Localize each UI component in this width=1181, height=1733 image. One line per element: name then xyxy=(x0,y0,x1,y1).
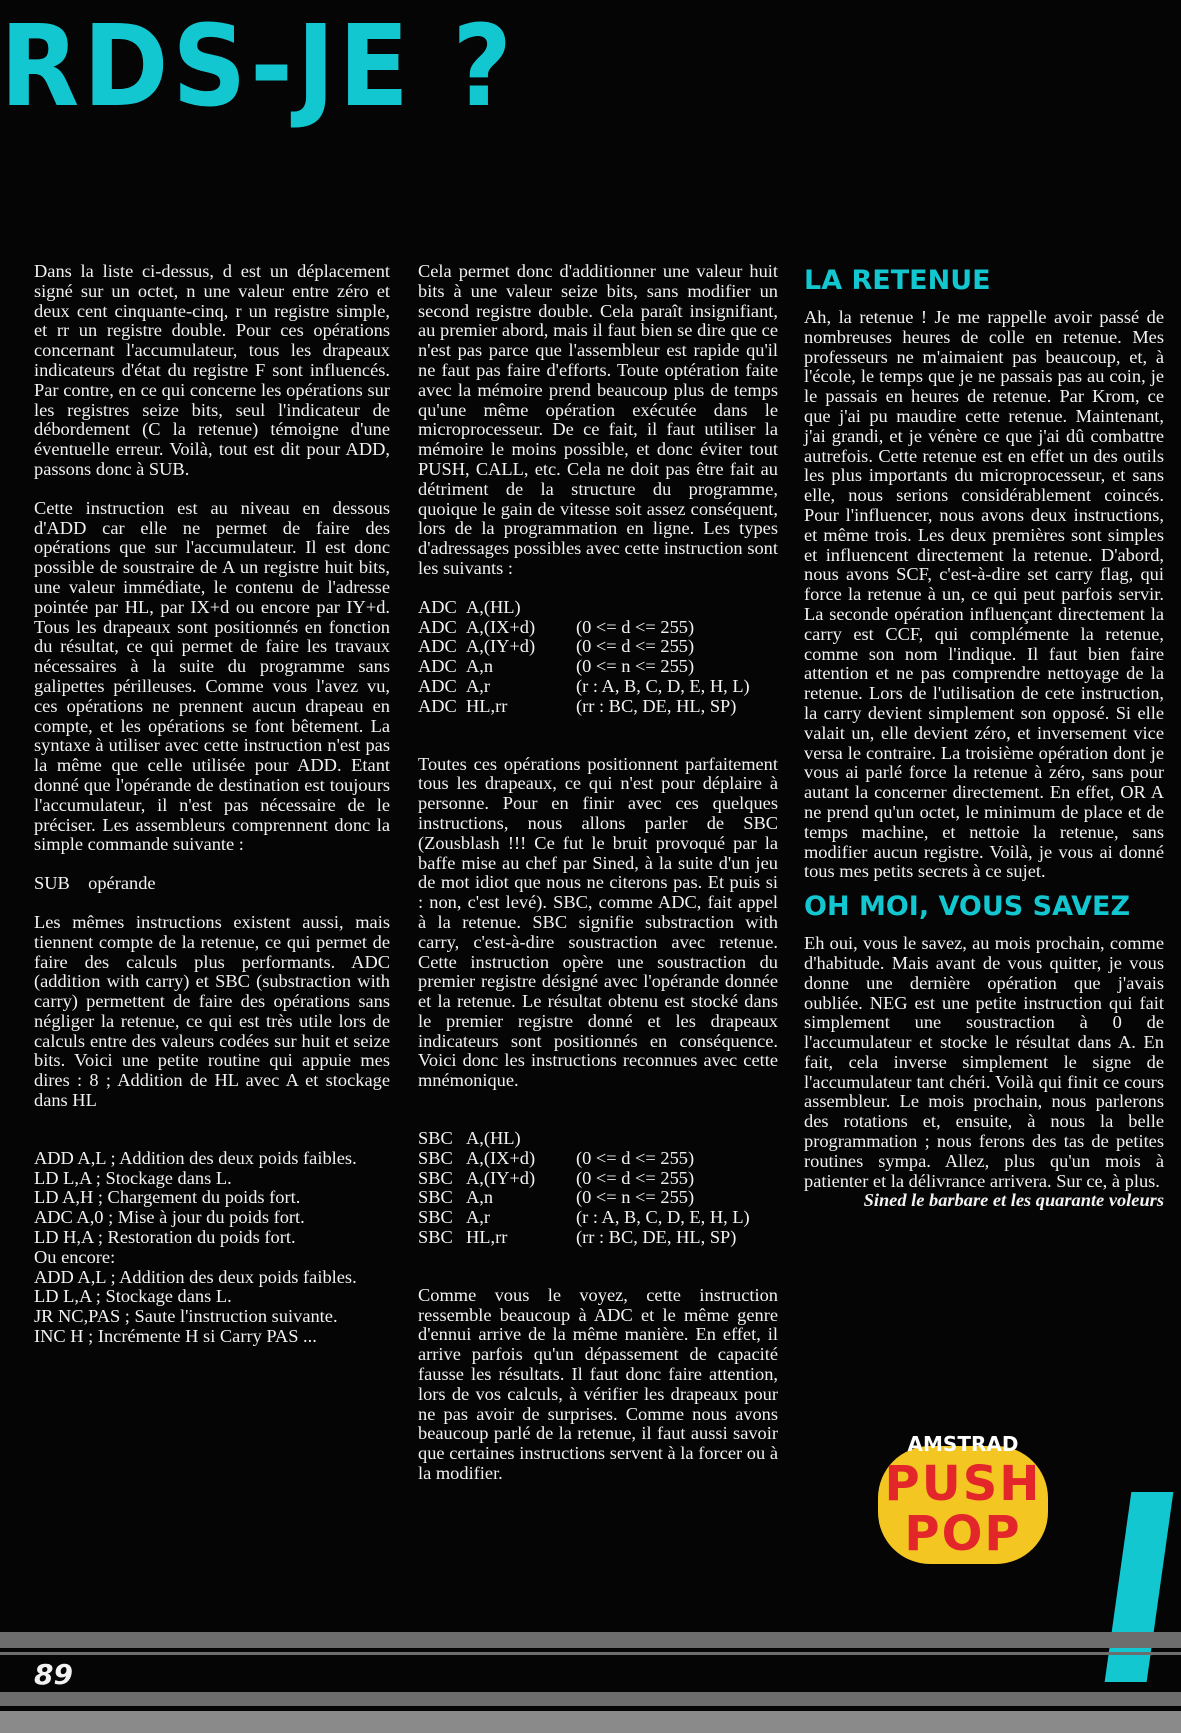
asm-note: (r : A, B, C, D, E, H, L) xyxy=(576,675,750,696)
asm-op: SBC xyxy=(418,1147,453,1168)
push-pop-logo xyxy=(878,1428,1048,1568)
asm-note: (0 <= n <= 255) xyxy=(576,656,695,677)
asm-arg: HL,rr xyxy=(466,1227,508,1248)
code-line: ADD A,L ; Addition des deux poids faibles. xyxy=(34,1266,357,1287)
code-line: ADC A,0 ; Mise à jour du poids fort. xyxy=(34,1207,305,1228)
code-listing xyxy=(34,1149,390,1347)
paragraph: Comme vous le voyez, cette instruction ressemble beaucoup à ADC et le même genre d'ennui arrive de la même manière. En effet, il arrive parfois qu'un dépassement de capacité fausse les résultats. Il faut donc faire attention, lors de vos calculs, à vérifier les drapeaux pour ne pas avoir de surprises. Comme nous avons beaucoup parlé de la retenue, il faut aussi savoir que certaines instructions servent à la forcer ou à la modifier. xyxy=(418,1284,778,1484)
asm-arg: A,(IY+d) xyxy=(466,1167,536,1188)
code-line: LD L,A ; Stockage dans L. xyxy=(34,1286,232,1307)
asm-arg: A,r xyxy=(466,1207,491,1228)
code-line: ADD A,L ; Addition des deux poids faibles. xyxy=(34,1147,357,1168)
asm-op: ADC xyxy=(418,695,457,716)
footer-stripe xyxy=(0,1711,1181,1733)
asm-row xyxy=(418,697,778,717)
section-title: OH MOI, VOUS SAVEZ xyxy=(804,891,1131,923)
asm-op: SBC xyxy=(418,1128,453,1149)
asm-arg: A,(IX+d) xyxy=(466,1147,536,1168)
logo-push-text: PUSH xyxy=(884,1456,1042,1512)
footer-stripe xyxy=(0,1692,1181,1706)
column-2 xyxy=(418,262,778,1503)
asm-row xyxy=(418,657,778,677)
asm-row xyxy=(418,1228,778,1248)
paragraph: Les mêmes instructions existent aussi, mais tiennent compte de la retenue, ce qui permet de faire des calculs plus performants. ADC (addition with carry) et SBC (substraction with carry) permettent de faire des opérations sans négliger la retenue, ce qui est très utile lors de calculs entre des valeurs codées sur huit et seize bits. Voici une petite routine qui appuie mes dires : 8 ; Addition de HL avec A et stockage dans HL xyxy=(34,911,390,1111)
asm-op: ADC xyxy=(418,656,457,677)
asm-note: (0 <= d <= 255) xyxy=(576,616,695,637)
asm-note: (0 <= d <= 255) xyxy=(576,1167,695,1188)
asm-arg: A,r xyxy=(466,675,491,696)
footer-stripe xyxy=(0,1632,1181,1648)
section-title: LA RETENUE xyxy=(804,265,991,296)
code-line: INC H ; Incrémente H si Carry PAS ... xyxy=(34,1326,317,1347)
adc-table xyxy=(418,598,778,717)
code-line: LD L,A ; Stockage dans L. xyxy=(34,1167,232,1188)
logo-amstrad-text: AMSTRAD xyxy=(907,1432,1019,1456)
paragraph: Cela permet donc d'additionner une valeur huit bits à une valeur seize bits, sans modifier un second registre double. Cela paraît insignifiant, au premier abord, mais il faut bien se dire que ce n'est pas parce que l'assembleur est rapide qu'il ne faut pas faire d'efforts. Toute optération faite avec la mémoire prend beaucoup plus de temps qu'une même opération exécutée dans le microprocesseur. De ce fait, il faut utiliser la mémoire le moins possible, et donc éviter tout PUSH, CALL, etc. Cela ne doit pas être fait au détriment de la structure du programme, quoique le gain de vitesse soit assez conséquent, lors de la programmation en ligne. Les types d'adressages possibles avec cette instruction sont les suivants : xyxy=(418,261,778,578)
headline: RDS-JE ? xyxy=(0,2,516,132)
asm-note: (rr : BC, DE, HL, SP) xyxy=(576,1227,737,1248)
asm-op: SBC xyxy=(418,1207,453,1228)
footer-stripe xyxy=(0,1652,1181,1655)
asm-op: ADC xyxy=(418,675,457,696)
asm-op: ADC xyxy=(418,636,457,657)
asm-row xyxy=(418,1188,778,1208)
asm-arg: A,n xyxy=(466,1187,494,1208)
column-1 xyxy=(34,262,390,1366)
asm-note: (r : A, B, C, D, E, H, L) xyxy=(576,1207,750,1228)
asm-row xyxy=(418,1208,778,1228)
asm-note: (0 <= d <= 255) xyxy=(576,1147,695,1168)
asm-op: ADC xyxy=(418,596,457,617)
asm-row xyxy=(418,618,778,638)
logo-pop-text: POP xyxy=(904,1506,1022,1562)
asm-arg: HL,rr xyxy=(466,695,508,716)
asm-op: SBC xyxy=(418,1187,453,1208)
asm-row xyxy=(418,637,778,657)
column-3 xyxy=(804,266,1164,1230)
asm-row xyxy=(418,598,778,618)
asm-note: (0 <= n <= 255) xyxy=(576,1187,695,1208)
author-signature: Sined le barbare et les quarante voleurs xyxy=(863,1190,1164,1211)
asm-arg: A,(HL) xyxy=(466,596,521,617)
asm-op: SBC xyxy=(418,1227,453,1248)
paragraph: Toutes ces opérations positionnent parfaitement tous les drapeaux, ce qui n'est pour déplaire à personne. Pour en finir avec ces quelques instructions, nous allons parler de SBC (Zousblash !!! Ce fut le bruit provoqué par la baffe mise au chef par Sined, à la suite d'un jeu de mot idiot que nous ne citerons pas. Et puis si : non, c'est levé). SBC, comme ADC, fait appel à la retenue. SBC signifie substraction with carry, c'est-à-dire soustraction avec retenue. Cette instruction opère une soustraction du premier registre désigné avec l'opérande donnée et la retenue. Le résultat obtenu est stocké dans le premier registre donné et les drapeaux indicateurs sont positionnés en conséquence. Voici donc les instructions reconnues avec cette mnémonique. xyxy=(418,753,778,1091)
asm-arg: A,(IY+d) xyxy=(466,636,536,657)
code-line: LD A,H ; Chargement du poids fort. xyxy=(34,1187,301,1208)
paragraph: Dans la liste ci-dessus, d est un déplacement signé sur un octet, n une valeur entre zéro et deux cent cinquante-cinq, r un registre simple, et rr un registre double. Pour ces opérations concernant l'accumulateur, tous les drapeaux indicateurs d'état du registre F sont influencés. Par contre, en ce qui concerne les opérations sur les registres seize bits, seul l'indicateur de débordement (C la retenue) témoigne d'une éventuelle erreur. Voilà, tout est dit pour ADD, passons donc à SUB. xyxy=(34,261,390,479)
asm-arg: A,(HL) xyxy=(466,1128,521,1149)
asm-arg: A,n xyxy=(466,656,494,677)
asm-op: ADC xyxy=(418,616,457,637)
code-line: Ou encore: xyxy=(34,1246,116,1267)
code-line: JR NC,PAS ; Saute l'instruction suivante. xyxy=(34,1306,338,1327)
asm-row xyxy=(418,1169,778,1189)
page-number: 89 xyxy=(34,1658,73,1691)
code-line: LD H,A ; Restoration du poids fort. xyxy=(34,1227,296,1248)
asm-row xyxy=(418,1129,778,1149)
paragraph: Cette instruction est au niveau en dessous d'ADD car elle ne permet de faire des opérations que sur l'accumulateur. Il est donc possible de soustraire de A un registre huit bits, une valeur immédiate, le contenu de l'adresse pointée par HL, par IX+d ou encore par IY+d. Tous les drapeaux sont positionnés en fonction du résultat, ce qui permet de faire les travaux nécessaires à la suite du programme sans galipettes périlleuses. Comme vous l'avez vu, ces opérations ne prennent aucun drapeau en compte, et les opérations se font bêtement. La syntaxe à utiliser avec cette instruction n'est pas la même que celle utilisée pour ADD. Etant donné que l'opérande de destination est toujours l'accumulateur, il n'est pas nécessaire de le préciser. Les assembleurs comprennent donc la simple commande suivante : xyxy=(34,497,390,855)
code-line: SUB opérande xyxy=(34,873,156,894)
asm-note: (0 <= d <= 255) xyxy=(576,636,695,657)
sbc-table xyxy=(418,1129,778,1248)
asm-row xyxy=(418,677,778,697)
asm-row xyxy=(418,1149,778,1169)
paragraph: Ah, la retenue ! Je me rappelle avoir passé de nombreuses heures de colle en retenue. Mes professeurs ne m'aimaient pas beaucoup, et, à l'école, le temps que je ne passais pas au coin, je le passais en heures de retenue. Par Krom, ce que j'ai pu maudire cette retenue. Maintenant, j'ai grandi, et je vénère ce que j'ai dû combattre autrefois. Cette retenue est en effet un des outils les plus importants du microprocesseur, et sans elle, nous serions considérablement coincés. Pour l'influencer, nous avons deux instructions, et même trois. Les deux premières sont simples et influencent directement la retenue. D'abord, nous avons SCF, c'est-à-dire set carry flag, qui force la retenue à un, ce qui peut parfois servir. La seconde opération influençant directement la carry est CCF, qui complémente la retenue, comme son nom l'indique. Il faut bien faire attention et ne pas comprendre nettoyage de la retenue. Lors de l'utilisation de cete instruction, la carry devient simplement son opposé. Si elle valait un, elle devient zéro, et inversement vice versa le contraire. La troisième opération dont je vous ai parlé force la retenue à zéro, sans pour autant la concerner directement. En effet, OR A ne prend qu'un octet, le minimum de place et de temps machine, et nettoie la retenue, sans modifier aucun registre. Voilà, je vous ai donné tous mes petits secrets à ce sujet. xyxy=(804,307,1164,882)
asm-op: SBC xyxy=(418,1167,453,1188)
asm-arg: A,(IX+d) xyxy=(466,616,536,637)
asm-note: (rr : BC, DE, HL, SP) xyxy=(576,695,737,716)
paragraph: Eh oui, vous le savez, au mois prochain, comme d'habitude. Mais avant de vous quitter, je vous donne une dernière opération que j'avais oubliée. NEG est une petite instruction qui fait simplement une soustraction à 0 de l'accumulateur et stocke le résultat dans A. En fait, cela inverse simplement le signe de l'accumulateur tant chéri. Voilà qui finit ce cours assembleur. Le mois prochain, nous parlerons des rotations et, ensuite, à nous la belle programmation ; nous ferons des tas de petites routines sympa. Allez, plus qu'un mois à patienter et la délivrance arrivera. Sur ce, à plus. xyxy=(804,933,1164,1191)
